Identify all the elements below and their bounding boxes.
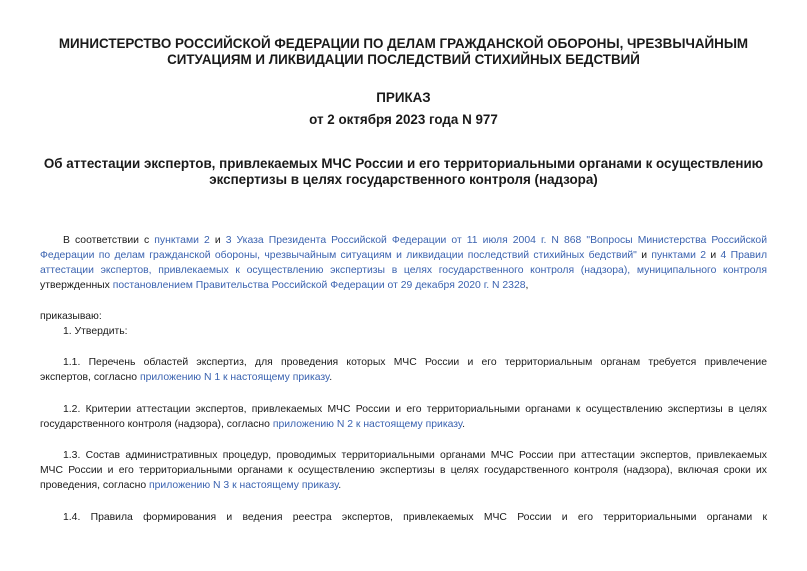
order-word: приказываю:	[40, 311, 102, 322]
item-1: 1. Утвердить:	[63, 326, 128, 337]
ministry-title-line1: МИНИСТЕРСТВО РОССИЙСКОЙ ФЕДЕРАЦИИ ПО ДЕЛАМ ГРАЖДАНСКОЙ ОБОРОНЫ, ЧРЕЗВЫЧАЙНЫМ	[58, 36, 749, 51]
link-pravila-punkty-2[interactable]: пунктами 2	[651, 250, 707, 261]
item-1-2-line2: государственного контроля (надзора), согласно приложению N 2 к настоящему приказу.	[40, 419, 465, 430]
item-1-2-line1: 1.2. Критерии аттестации экспертов, привлекаемых МЧС России и его территориальными органами к осуществлению экспертизы в целях	[63, 404, 767, 415]
link-postanovlenie-2328[interactable]: постановлением Правительства Российской Федерации от 29 декабря 2020 г. N 2328	[112, 280, 526, 291]
item-1-3-line2: МЧС России и его территориальными органами к осуществлению экспертизы в целях государственного контроля (надзора), включая сроки их	[40, 465, 767, 476]
item-1-1-line2: экспертов, согласно приложению N 1 к настоящему приказу.	[40, 372, 333, 383]
item-1-3-line1: 1.3. Состав административных процедур, проводимых территориальными органами МЧС России при аттестации экспертов, привлекаемых	[63, 450, 767, 461]
link-ukaz-868-cont[interactable]: Федерации по делам гражданской обороны, чрезвычайным ситуациям и ликвидации последствий стихийных бедствий"	[40, 250, 637, 261]
link-ukaz-868[interactable]: 3 Указа Президента Российской Федерации от 11 июля 2004 г. N 868 "Вопросы Министерства Российской	[225, 235, 768, 246]
item-1-3-line3: проведения, согласно приложению N 3 к настоящему приказу.	[40, 480, 342, 491]
preamble-line4: утвержденных постановлением Правительства Российской Федерации от 29 декабря 2020 г. N 2328,	[40, 280, 529, 291]
item-1-1-line1: 1.1. Перечень областей экспертиз, для проведения которых МЧС России и его территориальным органам требуется привлечение	[63, 357, 767, 368]
link-pravila-4[interactable]: 4 Правил	[720, 250, 768, 261]
subject-title-line1: Об аттестации экспертов, привлекаемых МЧС России и его территориальными органами к осуществлению	[43, 156, 764, 171]
link-prilozhenie-3[interactable]: приложению N 3 к настоящему приказу	[149, 480, 339, 491]
link-prilozhenie-1[interactable]: приложению N 1 к настоящему приказу	[139, 372, 330, 383]
link-punkty-2[interactable]: пунктами 2	[154, 235, 210, 246]
link-prilozhenie-2[interactable]: приложению N 2 к настоящему приказу	[272, 419, 463, 430]
preamble-line3	[40, 263, 767, 278]
document-type: ПРИКАЗ	[376, 90, 431, 105]
preamble-line1: В соответствии с пунктами 2 и 3 Указа Президента Российской Федерации от 11 июля 2004 г. N 868 "Вопросы Министерства Российской	[63, 235, 768, 246]
subject-title-line2: экспертизы в целях государственного контроля (надзора)	[209, 172, 598, 187]
preamble-line2: Федерации по делам гражданской обороны, чрезвычайным ситуациям и ликвидации последствий стихийных бедствий" и пунктами 2 и 4 Правил	[40, 250, 768, 261]
document-date-number: от 2 октября 2023 года N 977	[309, 112, 498, 127]
ministry-title-line2: СИТУАЦИЯМ И ЛИКВИДАЦИИ ПОСЛЕДСТВИЙ СТИХИЙНЫХ БЕДСТВИЙ	[167, 52, 640, 67]
link-pravila-attestacii[interactable]: аттестации экспертов, привлекаемых к осуществлению экспертизы в целях государственного контроля (надзора), муниципального контроля	[40, 265, 767, 276]
item-1-4-line1: 1.4. Правила формирования и ведения реестра экспертов, привлекаемых МЧС России и его территориальными органами к	[63, 512, 767, 523]
